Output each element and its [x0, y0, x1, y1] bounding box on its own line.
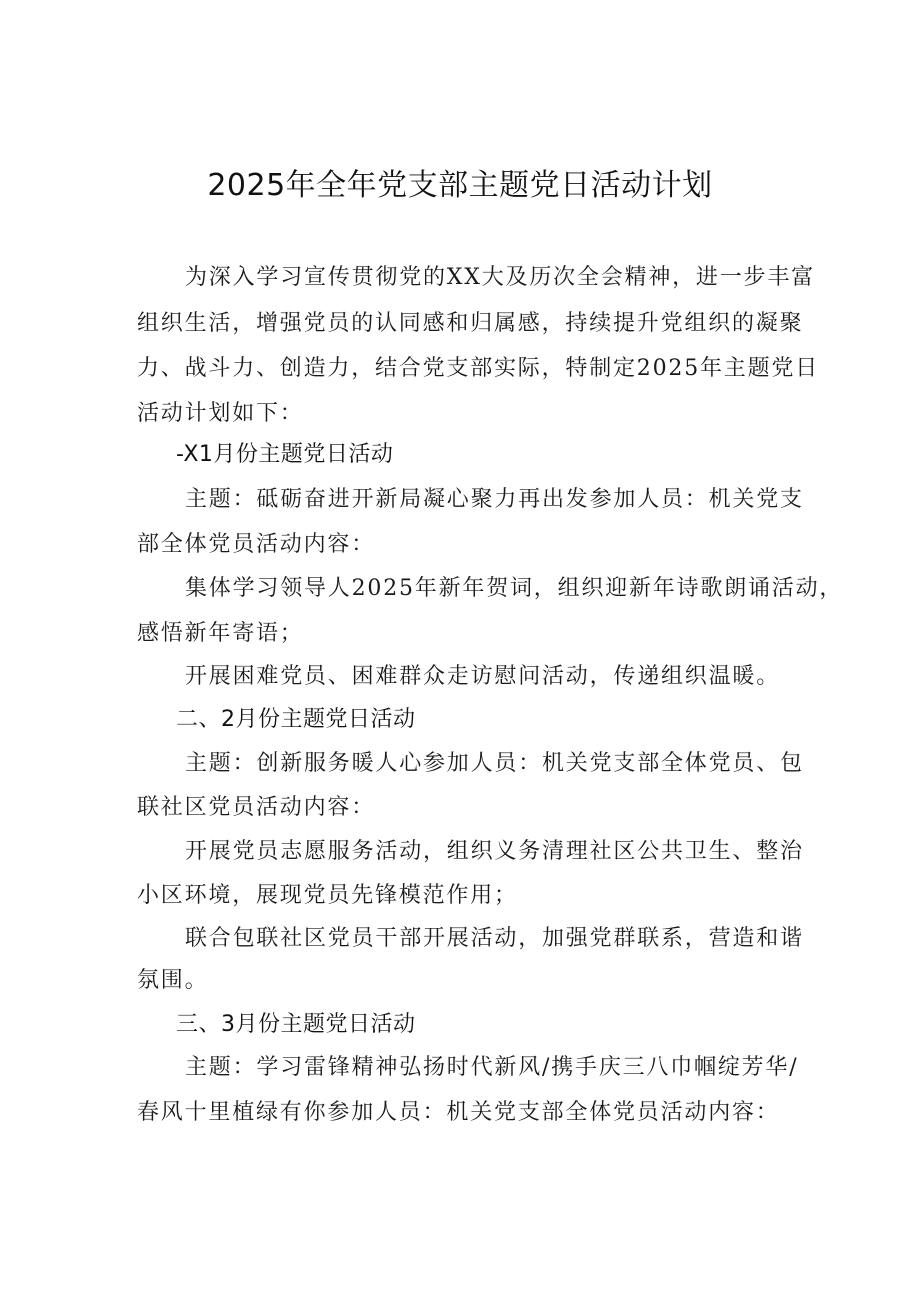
- document-title: 2025年全年党支部主题党日活动计划: [207, 168, 713, 203]
- section-1-item-1-line-1: 集体学习领导人2025年新年贺词，组织迎新年诗歌朗诵活动，: [185, 576, 844, 601]
- section-2-theme-line-2: 联社区党员活动内容：: [137, 795, 376, 820]
- section-1-theme-line-1: 主题：砥砺奋进开新局凝心聚力再出发参加人员：机关党支: [185, 487, 804, 512]
- intro-line-3: 力、战斗力、创造力，结合党支部实际，特制定2025年主题党日: [137, 356, 819, 381]
- intro-line-2: 组织生活，增强党员的认同感和归属感，持续提升党组织的凝聚: [137, 311, 804, 336]
- section-2-item-2-line-1: 联合包联社区党员干部开展活动，加强党群联系，营造和谐: [185, 926, 804, 951]
- section-2-item-1-line-2: 小区环境，展现党员先锋模范作用；: [137, 883, 518, 908]
- section-2-heading: 二、2月份主题党日活动: [176, 707, 416, 732]
- section-1-item-1-line-2: 感悟新年寄语；: [137, 621, 304, 646]
- section-3-theme-line-1: 主题：学习雷锋精神弘扬时代新风/携手庆三八巾帼绽芳华/: [185, 1055, 799, 1080]
- intro-line-1: 为深入学习宣传贯彻党的XX大及历次全会精神，进一步丰富: [185, 265, 815, 290]
- section-3-heading: 三、3月份主题党日活动: [176, 1012, 416, 1037]
- intro-line-4: 活动计划如下：: [137, 401, 304, 426]
- section-2-item-1-line-1: 开展党员志愿服务活动，组织义务清理社区公共卫生、整治: [185, 839, 804, 864]
- section-2-item-2-line-2: 氛围。: [137, 968, 209, 993]
- section-1-theme-line-2: 部全体党员活动内容：: [137, 532, 376, 557]
- section-3-theme-line-2: 春风十里植绿有你参加人员：机关党支部全体党员活动内容：: [137, 1100, 780, 1125]
- section-2-theme-line-1: 主题：创新服务暖人心参加人员：机关党支部全体党员、包: [185, 751, 804, 776]
- section-1-heading: -X1月份主题党日活动: [176, 442, 394, 467]
- section-1-item-2-line-1: 开展困难党员、困难群众走访慰问活动，传递组织温暖。: [185, 664, 781, 689]
